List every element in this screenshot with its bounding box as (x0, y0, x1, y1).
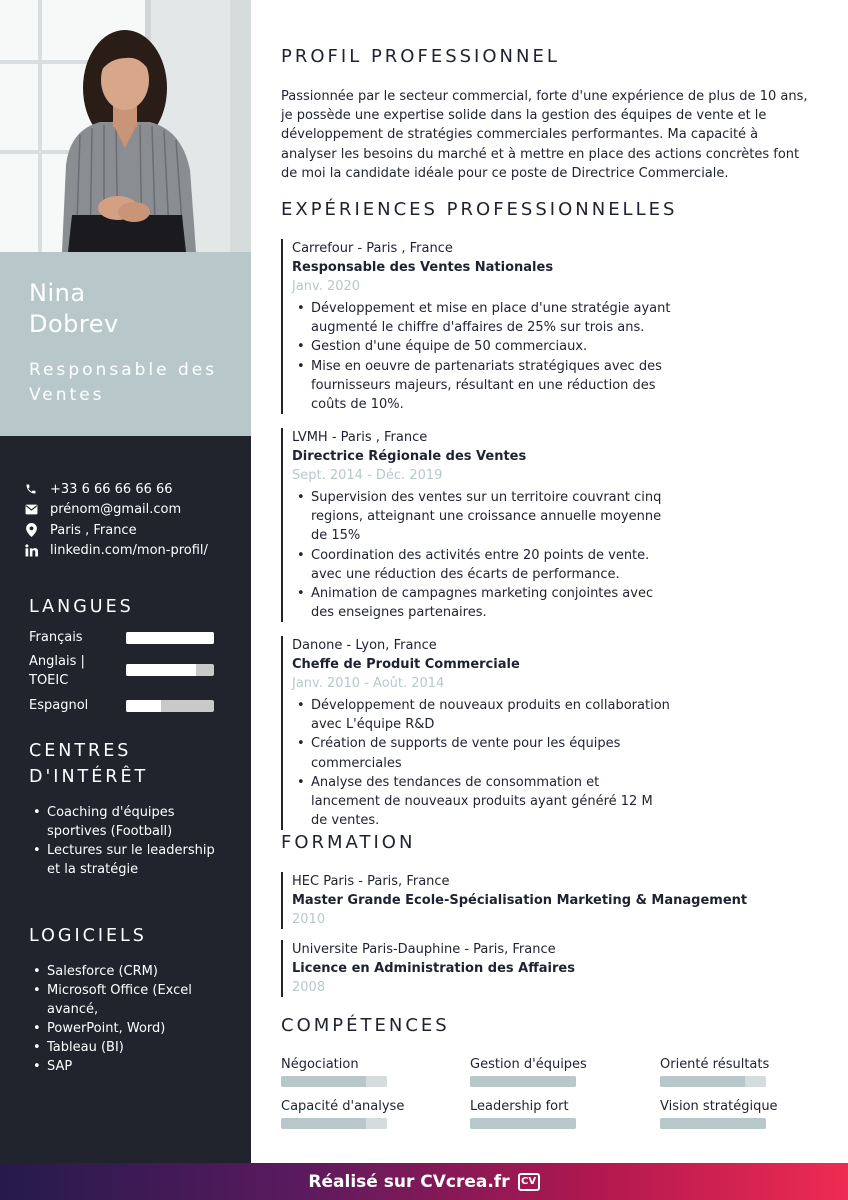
job-company: LVMH - Paris , France (292, 430, 428, 445)
skill-name: Leadership fort (470, 1099, 569, 1114)
skill-level-bar (660, 1076, 766, 1087)
list-item: • Création de supports de vente pour les équipes commerciales (292, 734, 672, 772)
skill-item (470, 1097, 640, 1129)
contact-text: Paris , France (50, 522, 137, 538)
list-item: • Gestion d'une équipe de 50 commerciaux. (292, 337, 672, 356)
list-item: • Tableau (BI) (29, 1038, 214, 1057)
skill-item (470, 1055, 640, 1087)
education-school: Universite Paris-Dauphine - Paris, France (292, 942, 556, 957)
education-degree: Master Grande Ecole-Spécialisation Marketing & Management (292, 893, 748, 908)
contact-text: +33 6 66 66 66 66 (50, 481, 173, 497)
skill-name: Vision stratégique (660, 1099, 778, 1114)
mail-icon (24, 503, 38, 517)
language-item (29, 696, 219, 720)
skill-level-bar (470, 1118, 576, 1129)
list-item: • Développement et mise en place d'une stratégie ayant augmenté le chiffre d'affaires de 25% sur trois ans. (292, 299, 672, 337)
list-item: • SAP (29, 1057, 214, 1076)
skill-name: Capacité d'analyse (281, 1099, 405, 1114)
language-item (29, 652, 219, 696)
list-item: • Salesforce (CRM) (29, 962, 214, 981)
hobbies-heading: CENTRES D'INTÉRÊT (29, 741, 149, 787)
job-company: Carrefour - Paris , France (292, 241, 453, 256)
contact-text: prénom@gmail.com (50, 502, 182, 518)
skills-heading: COMPÉTENCES (281, 1015, 450, 1036)
skill-item (660, 1097, 830, 1129)
job-bullets (292, 299, 672, 414)
list-item: • PowerPoint, Word) (29, 1019, 214, 1038)
job-dates: Janv. 2010 - Août. 2014 (292, 676, 445, 691)
experience-entry (281, 428, 672, 622)
education-heading: FORMATION (281, 832, 416, 853)
job-dates: Sept. 2014 - Déc. 2019 (292, 468, 443, 483)
sidebar (0, 0, 251, 1163)
phone-icon (24, 482, 38, 496)
skill-level-bar (470, 1076, 576, 1087)
education-school: HEC Paris - Paris, France (292, 874, 450, 889)
list-item: • Lectures sur le leadership et la stratégie (29, 841, 225, 879)
experience-entry (281, 636, 672, 830)
language-name: Espagnol (29, 698, 89, 713)
contact-text: linkedin.com/mon-profil/ (50, 543, 208, 559)
job-company: Danone - Lyon, France (292, 638, 437, 653)
language-level-bar (126, 664, 214, 676)
skill-item (281, 1055, 451, 1087)
education-year: 2010 (292, 912, 326, 927)
languages-heading: LANGUES (29, 597, 134, 617)
skill-level-bar (281, 1076, 387, 1087)
contact-linkedin[interactable] (24, 541, 244, 562)
contact-phone (24, 479, 244, 500)
language-item (29, 628, 219, 652)
experience-entry (281, 239, 672, 414)
software-list (29, 962, 214, 1076)
job-bullets (292, 696, 672, 830)
list-item: • Mise en oeuvre de partenariats stratégiques avec des fournisseurs majeurs, résultant en une réduction des coûts de 10%. (292, 357, 672, 415)
cv-logo-icon: CV (518, 1173, 540, 1191)
linkedin-icon (24, 544, 38, 558)
language-name: Français (29, 630, 83, 645)
education-year: 2008 (292, 980, 326, 995)
skill-name: Orienté résultats (660, 1057, 770, 1072)
language-name: Anglais | TOEIC (29, 654, 85, 688)
education-entry (281, 872, 747, 929)
contact-location (24, 520, 244, 541)
software-heading: LOGICIELS (29, 926, 147, 946)
list-item: • Animation de campagnes marketing conjointes avec des enseignes partenaires. (292, 584, 672, 622)
job-role: Responsable des Ventes (29, 360, 218, 405)
list-item: • Microsoft Office (Excel avancé, (29, 981, 214, 1019)
profile-photo (0, 0, 251, 252)
last-name: Dobrev (29, 310, 119, 338)
list-item: • Analyse des tendances de consommation et lancement de nouveaux produits ayant généré 12 M de ventes. (292, 773, 672, 831)
skill-level-bar (281, 1118, 387, 1129)
list-item: • Supervision des ventes sur un territoire couvrant cinq regions, atteignant une croissance annuelle moyenne de 15% (292, 488, 672, 546)
skill-level-bar (660, 1118, 766, 1129)
footer-banner[interactable] (0, 1163, 848, 1200)
list-item: • Coordination des activités entre 20 points de vente. avec une réduction des écarts de performance. (292, 546, 672, 584)
education-degree: Licence en Administration des Affaires (292, 961, 575, 976)
contact-list (24, 479, 244, 561)
experience-heading: EXPÉRIENCES PROFESSIONNELLES (281, 199, 678, 220)
profile-heading: PROFIL PROFESSIONNEL (281, 46, 560, 67)
job-title: Cheffe de Produit Commerciale (292, 657, 520, 672)
education-entry (281, 940, 575, 997)
skill-name: Négociation (281, 1057, 359, 1072)
profile-summary: Passionnée par le secteur commercial, forte d'une expérience de plus de 10 ans, je possède une expertise solide dans la gestion des équipes de vente et le développement de stratégies commerciales performantes. Ma capacité à analyser les besoins du marché et à mettre en place des actions concrètes font de moi la candidate idéale pour ce poste de Directrice Commerciale. (281, 89, 808, 181)
language-level-bar (126, 632, 214, 644)
name-block (0, 252, 251, 436)
first-name: Nina (29, 279, 86, 307)
job-title: Responsable des Ventes Nationales (292, 260, 554, 275)
list-item: • Développement de nouveaux produits en collaboration avec L'équipe R&D (292, 696, 672, 734)
job-title: Directrice Régionale des Ventes (292, 449, 527, 464)
footer-text[interactable]: Réalisé sur CVcrea.fr (308, 1171, 510, 1192)
skill-name: Gestion d'équipes (470, 1057, 587, 1072)
skill-item (281, 1097, 451, 1129)
contact-email[interactable] (24, 500, 244, 521)
languages-list (29, 628, 219, 720)
language-level-bar (126, 700, 214, 712)
job-bullets (292, 488, 672, 622)
location-icon (24, 523, 38, 537)
hobbies-list (29, 803, 225, 879)
job-dates: Janv. 2020 (292, 279, 361, 294)
skill-item (660, 1055, 830, 1087)
list-item: • Coaching d'équipes sportives (Football) (29, 803, 179, 841)
